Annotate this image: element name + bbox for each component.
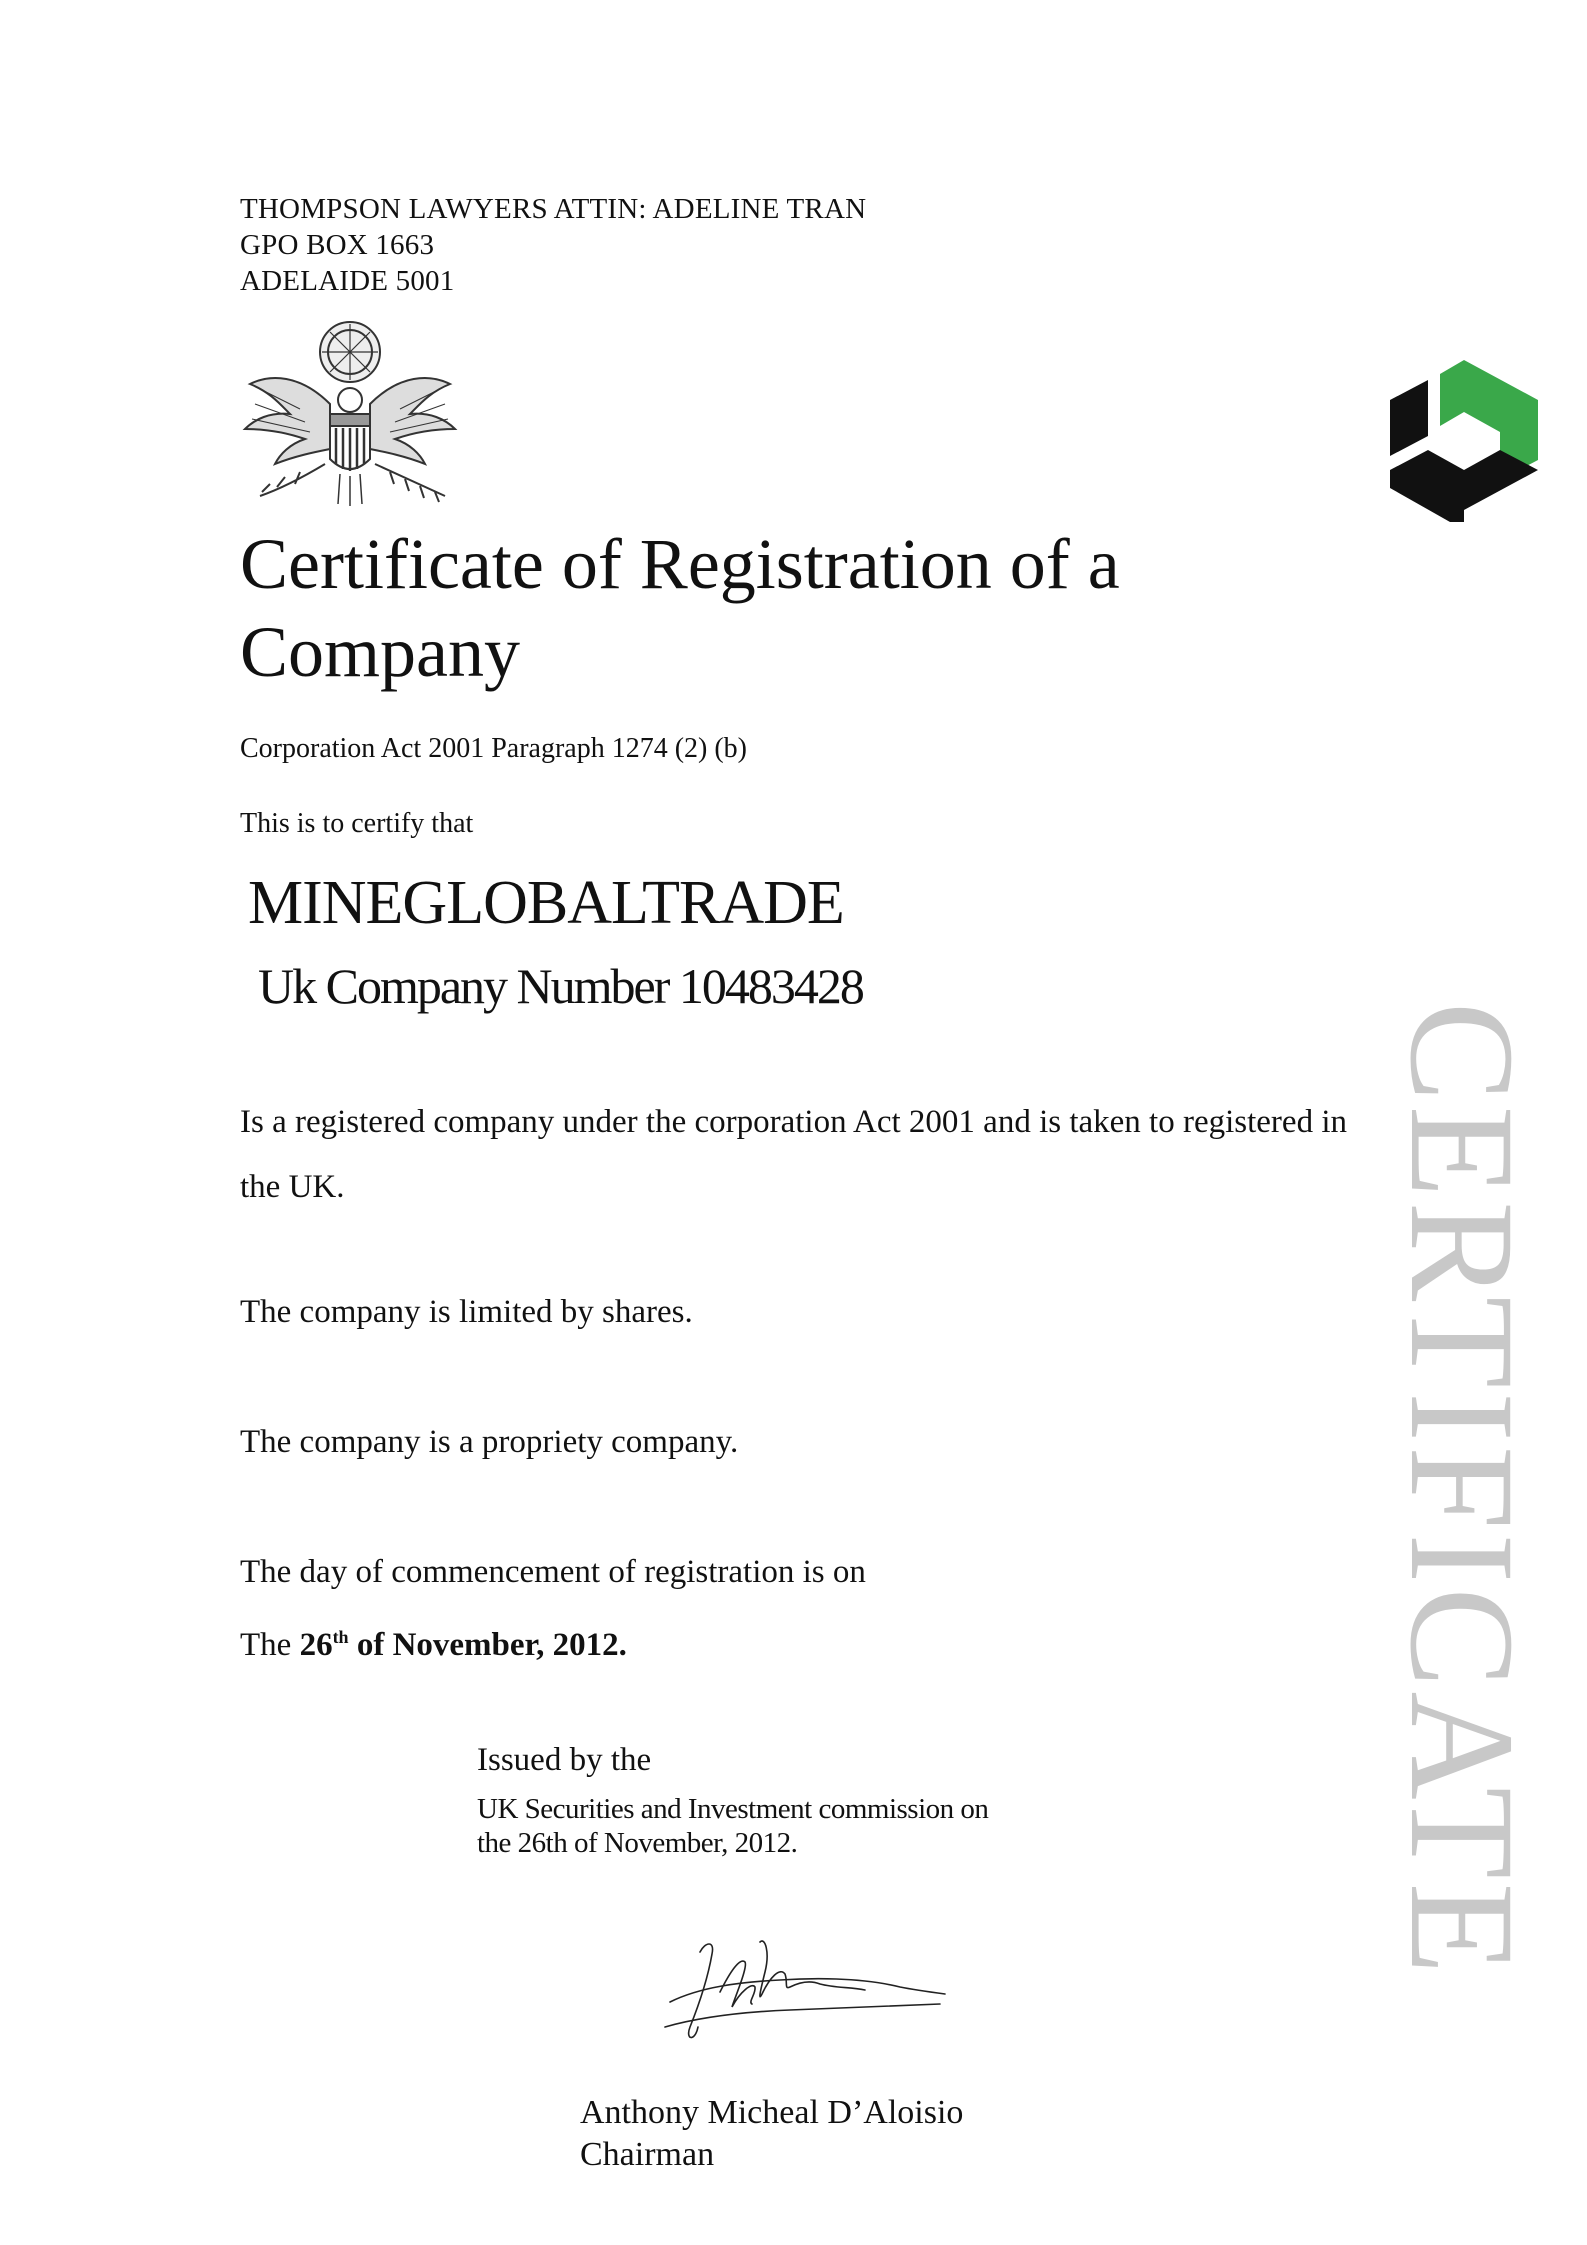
issuer-line-1: UK Securities and Investment commission on	[477, 1793, 989, 1825]
watermark-container	[1379, 870, 1545, 2110]
certificate-title: Certificate of Registration of a Company	[240, 524, 1120, 692]
signature-icon	[660, 1932, 950, 2052]
date-suffix: th	[332, 1627, 349, 1647]
eagle-seal-icon	[230, 314, 470, 508]
signer-block	[580, 2092, 963, 2176]
company-number: Uk Company Number 10483428	[258, 958, 863, 1014]
certificate-watermark: CERTIFICATE	[1379, 1001, 1545, 1979]
date-prefix: The	[240, 1627, 292, 1663]
issuer-line-2: the 26th of November, 2012.	[477, 1827, 798, 1859]
date-rest: of November, 2012.	[356, 1627, 627, 1663]
issuer-block	[477, 1792, 988, 1860]
address-line-1: THOMPSON LAWYERS ATTIN: ADELINE TRAN	[240, 193, 867, 225]
company-name: MINEGLOBALTRADE	[248, 869, 844, 937]
signer-title: Chairman	[580, 2136, 715, 2173]
commencement-date	[240, 1605, 1360, 1678]
act-reference: Corporation Act 2001 Paragraph 1274 (2) (b)	[240, 733, 747, 764]
certify-intro: This is to certify that	[240, 808, 474, 839]
recipient-address	[240, 191, 866, 299]
date-day: 26	[299, 1627, 333, 1663]
company-logo-icon	[1390, 360, 1538, 522]
limited-statement: The company is limited by shares.	[240, 1294, 693, 1330]
propriety-statement: The company is a propriety company.	[240, 1424, 739, 1460]
registered-statement: Is a registered company under the corporation Act 2001 and is taken to registered in the UK.	[240, 1104, 1347, 1205]
commencement-statement	[240, 1540, 1360, 1678]
signer-name: Anthony Micheal D’Aloisio	[580, 2094, 964, 2131]
issued-heading: Issued by the	[477, 1742, 652, 1778]
address-line-2: GPO BOX 1663	[240, 229, 435, 261]
commencement-text: The day of commencement of registration is on	[240, 1554, 866, 1590]
address-line-3: ADELAIDE 5001	[240, 265, 455, 297]
